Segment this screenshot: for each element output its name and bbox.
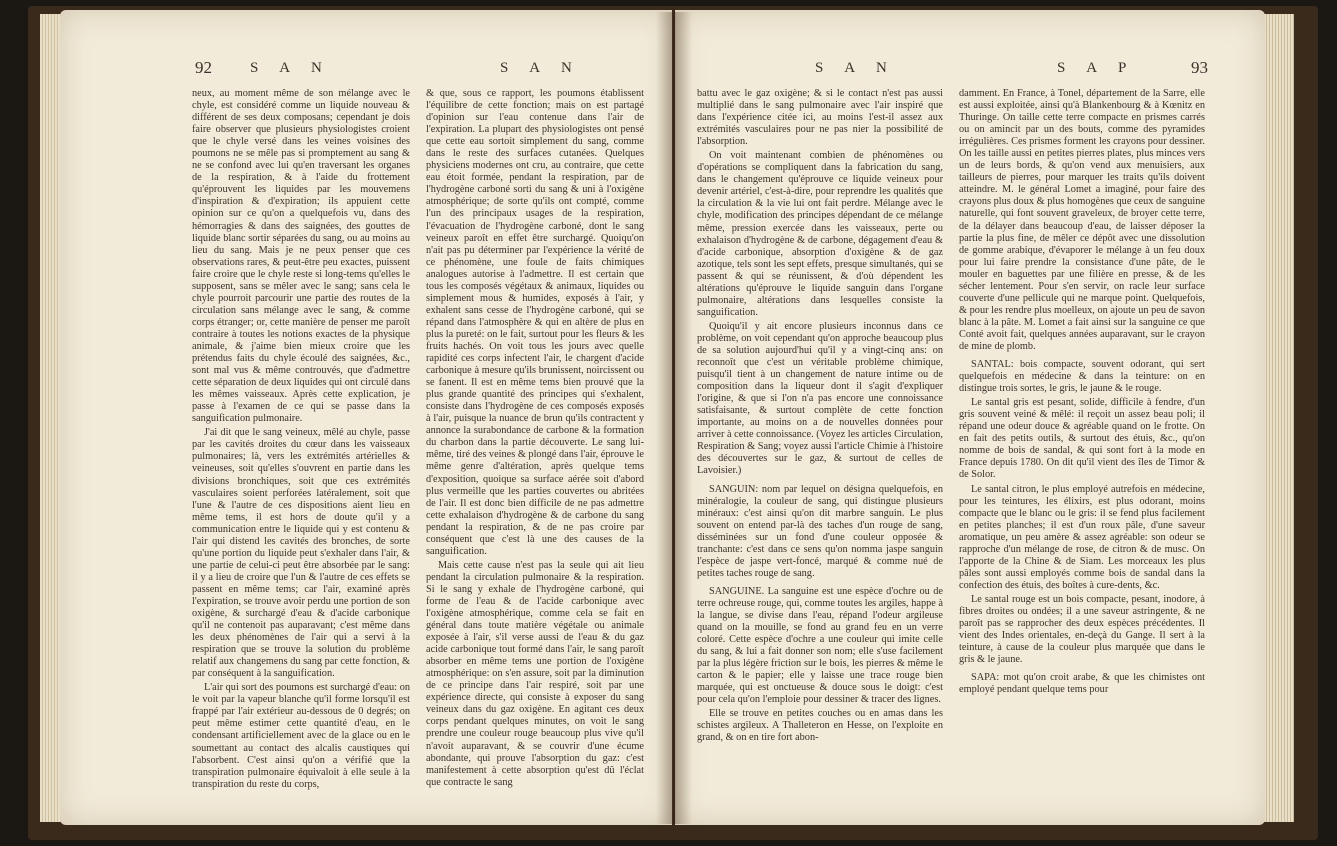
page-number: 92 xyxy=(195,58,212,77)
paragraph: On voit maintenant combien de phénomènes ou d'opérations se compliquent dans la fabrication du sang, dans le changement qu'éprouve ce liquide veineux pour devenir artériel, c'est-à-dire, pour reprendre les qualités que la circulation & la vie lui ont fait perdre. Mélange avec le chyle, modification des principes dépendant de ce mélange même, pression exercée dans les vaisseaux, perte ou exhalaison d'hydrogène & de carbone, dégagement d'eau & d'acide carbonique, absorption d'oxigène & de gaz azotique, tels sont les sept effets, presque simultanés, qui se passent & qui se réunissent, & d'où dépendent les altérations qu'éprouve le liquide sanguin dans l'organe pulmonaire, altérations dans lesquelles consiste la sanguification. xyxy=(697,150,943,318)
paragraph: Quoiqu'il y ait encore plusieurs inconnus dans ce problème, on voit cependant qu'on approche beaucoup plus de sa solution aujourd'hui qu'il y a vingt-cinq ans: on reconnoît que c'est un véritable problème chimique, puisqu'il tient à un changement de nature intime ou de composition dans la liqueur dont il s'agit d'expliquer l'origine, & que si l'on n'a pas encore une connoissance satisfaisante, & surtout complète de cette fonction importante, au moins on a de nouvelles données pour arriver à cette connoissance. (Voyez les articles Circulation, Respiration & Sang; voyez aussi l'article Chimie à l'histoire des découvertes sur le gaz, & surtout de celles de Lavoisier.) xyxy=(697,320,943,477)
paragraph: Le santal rouge est un bois compacte, pesant, inodore, à fibres droites ou ondées; il a une saveur astringente, & ne paroît pas se rapprocher des deux espèces précédentes. Il vient des Indes orientales, en-deçà du Gange. Il sert à la teinture, à cause de la couleur plus marquée que dans le gris & le jaune. xyxy=(959,593,1205,666)
right-page xyxy=(675,10,1265,825)
paragraph: L'air qui sort des poumons est surchargé d'eau: on le voit par la vapeur blanche qu'il forme lorsqu'il est frappé par l'air extérieur au-dessous de 0 degrés; on peut même estimer cette quantité d'eau, en le condensant artificiellement avec de la glace ou en le soumettant au contact des alcalis caustiques qui l'absorbent. C'est ainsi qu'on a vérifié que la transpiration pulmonaire équivaloit à elle seule à la transpiration du reste du corps, xyxy=(192,682,410,790)
page-number: 93 xyxy=(1191,58,1208,77)
right-column-2 xyxy=(959,88,1205,818)
paragraph: Elle se trouve en petites couches ou en amas dans les schistes argileux. A Thalleteron en Hesse, on l'exploite en grand, & on en tire fort abon- xyxy=(697,708,943,744)
paragraph: neux, au moment même de son mélange avec le chyle, est considéré comme un liquide nouveau & différent de ses deux composans; cependant je dois faire observer que plusieurs physiologistes croient que le chyle versé dans les veines voisines des poumons ne se mêle pas si promptement au sang & ne se confond avec lui qu'en traversant les organes de la respiration, & à l'aide du frottement qu'éprouvent les liquides par les mouvemens d'inspiration & d'expiration; ils appuient cette opinion sur ce qu'on a quelquefois vu, dans des hémorragies & dans des saignées, des gouttes de liquide blanc sortir séparées du sang, ou au moins au lieu du sang. Mais je ne peux penser que ces observations rares, & peut-être peu exactes, puissent faire croire que le chyle reste si long-tems qu'elles le supposent, sans se mêler avec le sang; sans cela le chyle pourroit parcourir une partie des routes de la circulation sans mélange avec le sang, & comme corps étranger; or, cette manière de penser me paroît contraire à toutes les notions exactes de la physique animale, & j'aime bien mieux croire que les prétendus faits du chyle écoulé des saignées, &c., sont mal vus & même controuvés, que d'admettre cette séparation de deux liquides qui ont circulé dans les mêmes vaisseaux. Après cette explication, je passe à l'examen de ce qui se passe dans la sanguification pulmonaire. xyxy=(192,88,410,425)
left-column-1 xyxy=(192,88,410,818)
paragraph: J'ai dit que le sang veineux, mêlé au chyle, passe par les cavités droites du cœur dans les vaisseaux pulmonaires; là, vers les extrémités artérielles & veineuses, soit qu'elles s'ouvrent en partie dans les divisions bronchiques, soit que ces extrémités vasculaires soient perforées latéralement, soit que l'une & l'autre de ces dispositions aient lieu en même tems, il est hors de doute qu'il y a communication entre le liquide qui y est contenu & l'air qui distend les cavités des bronches, de sorte qu'une portion du liquide peut s'exhaler dans l'air, & une partie de celui-ci peut être absorbée par le sang: il y a lieu de croire que l'un & l'autre de ces effets se passent en même tems; car l'air, examiné après l'expiration, se trouve avoir perdu une portion de son oxigène, & surchargé d'eau & d'acide carbonique qu'il ne contenoit pas auparavant; c'est même dans les deux phénomènes de l'air qui a servi à la respiration que se trouve la solution du problème relatif aux changemens du sang par cette fonction, & par conséquent à la sanguification. xyxy=(192,427,410,680)
dictionary-entry: SAPA: mot qu'on croit arabe, & que les chimistes ont employé pendant quelque tems pour xyxy=(959,672,1205,696)
paragraph: Mais cette cause n'est pas la seule qui ait lieu pendant la circulation pulmonaire & la respiration. Si le sang y exhale de l'hydrogène carboné, qui forme de l'eau & de l'acide carbonique avec l'oxigène atmosphérique, comme cela se fait en général dans toute matière végétale ou animale exposée à l'air, s'il verse aussi de l'eau & du gaz acide carbonique tout formé dans l'air, le sang paroît absorber en même tems une portion de l'oxigène atmosphérique: on s'en assure, soit par la diminution de ce principe dans l'air respiré, soit par une expérience directe, qui consiste à exposer du sang veineux dans du gaz oxigène. En agitant ces deux corps pendant quelques minutes, on voit le sang prendre une couleur rouge beaucoup plus vive qu'il n'avoit auparavant, & se couvrir d'une écume abondante, qui prouve l'absorption du gaz: c'est manifestement à cette absorption qu'est dû l'éclat que contracte le sang xyxy=(426,559,644,788)
running-head-right: S A N xyxy=(500,60,581,76)
paragraph: battu avec le gaz oxigène; & si le contact n'est pas aussi multiplié dans le sang pulmonaire avec l'air inspiré que dans l'expérience citée ici, au moins l'est-il assez aux extrémités vasculaires pour ne pas nier la possibilité de l'absorption. xyxy=(697,88,943,148)
dictionary-entry: SANTAL: bois compacte, souvent odorant, qui sert quelquefois en médecine & dans la teinture: on en distingue trois sortes, le gris, le jaune & le rouge. xyxy=(959,359,1205,395)
right-column-1 xyxy=(697,88,943,818)
running-head-left: S A N xyxy=(815,60,896,76)
paragraph: Le santal gris est pesant, solide, difficile à fendre, d'un gris souvent veiné & mêlé: il reçoit un assez beau poli; il répand une odeur douce & agréable quand on le frotte. On en fait des petits outils, & surtout des étuis, &c., qu'on nomme de bois de sandal, & qui sont fort à la mode en France depuis 1780. On dit qu'il vient des îles de Timor & de Solor. xyxy=(959,397,1205,481)
right-page-header xyxy=(675,58,1265,84)
dictionary-entry: SANGUINE. La sanguine est une espèce d'ochre ou de terre ochreuse rouge, qui, comme toutes les argiles, happe à la langue, se divise dans l'eau, répand l'odeur argileuse quand on la mouille, se fond au grand feu en un verre coloré. Cette espèce d'ochre a une couleur qui imite celle du sang, & lui a fait donner son nom; elle s'use facilement par la plus légère friction sur le bois, les pierres & même le carton & le papier; elle y laisse une trace rouge bien marquée, qui est onctueuse & douce sous le doigt: c'est pour cela qu'on l'emploie pour dessiner & tracer des lignes. xyxy=(697,585,943,706)
left-page-header xyxy=(60,58,672,84)
paragraph: damment. En France, à Tonel, département de la Sarre, elle est aussi exploitée, ainsi qu'à Blankenbourg & à Kœnitz en Thuringe. On taille cette terre compacte en prismes carrés ou on amincit par un des bouts, comme des pyramides irrégulières. Ces prismes forment les crayons pour dessiner. On les taille aussi en petites pierres plates, plus minces vers un de leurs bords, & qu'on vend aux menuisiers, aux tailleurs de pierres, pour marquer les traits qu'ils doivent atteindre. M. le général Lomet a imaginé, pour faire des crayons plus doux & plus homogènes que ceux de sanguine naturelle, qui font souvent graveleux, de broyer cette terre, de la délayer dans beaucoup d'eau, de laisser déposer la partie la plus fine, de mêler ce dépôt avec une dissolution de gomme arabique, d'évaporer le mélange à un feu doux pour lui faire prendre la consistance d'une pâte, de le mouler en baguettes par une filière en presse, & de les sécher lentement. Pour s'en servir, on racle leur surface couverte d'une pellicule qui ne marque point. Quelquefois, & pour les rendre plus moelleux, on ajoute un peu de savon blanc à la pâte. M. Lomet a fait ainsi sur la sanguine ce que Conté avoit fait, quelques années auparavant, sur le crayon de mine de plomb. xyxy=(959,88,1205,352)
paragraph: Le santal citron, le plus employé autrefois en médecine, pour les teintures, les élixirs, est plus odorant, moins compacte que le blanc ou le gris: il se fend plus facilement en petites planches; il est d'un roux pâle, d'une saveur aromatique, un peu amère & assez agréable: son odeur se rapproche d'un mélange de rose, de citron & de musc. On l'apporte de la Chine & de Siam. Les morceaux les plus pâles sont aussi employés comme bois de sandal dans la confection des étuis, des boîtes à cure-dents, &c. xyxy=(959,483,1205,591)
dictionary-entry: SANGUIN: nom par lequel on désigna quelquefois, en minéralogie, la couleur de sang, qui distingue plusieurs minéraux: c'est ainsi qu'on dit marbre sanguin. Le plus souvent on entend par-là des taches d'un rouge de sang, disséminées sur un fond d'une couleur opposée & tranchante: c'est dans ce sens qu'on nomma jaspe sanguin l'espèce de jaspe vert-foncé, marqué & comme nué de petites taches rouge de sang. xyxy=(697,483,943,579)
left-column-2 xyxy=(426,88,644,818)
running-head-right: S A P xyxy=(1057,60,1136,76)
running-head-left: S A N xyxy=(250,60,331,76)
book-gutter xyxy=(656,12,692,824)
paragraph: & que, sous ce rapport, les poumons établissent l'équilibre de cette fonction; mais on est partagé d'opinion sur l'eau contenue dans l'air de l'expiration. La plupart des physiologistes ont pensé que cette eau sortoit simplement du sang, comme dans le reste des surfaces cutanées. Quelques physiciens modernes ont cru, au contraire, que cette eau étoit formée, pendant la respiration, par de l'hydrogène carboné sorti du sang & uni à l'oxigène atmosphérique; de sorte qu'ils ont compté, comme l'un des principaux usages de la respiration, l'évacuation de l'hydrogène carboné, dont le sang veineux paroît en effet être surchargé. Quoiqu'on n'ait pas pu déterminer par l'expérience la vérité de ce phénomène, une foule de faits chimiques analogues autorise à l'admettre. Il est certain que tous les composés végétaux & animaux, liquides ou simplement mous & humides, exposés à l'air, y exhalent sans cesse de l'hydrogène carboné, qui se répand dans l'atmosphère & qui en altère de plus en plus la pureté: on le fait, surtout pour les fleurs & les fruits hachés. On voit tous les jours avec quelle rapidité ces corps infectent l'air, le chargent d'acide carbonique à mesure qu'ils brunissent, noircissent ou se fanent. Il est en même tems bien prouvé que la plus grande quantité des principes qui s'exhalent, consiste dans l'hydrogène de ces composés exposés à l'air, puisque la nuance de brun qu'ils contractent y annonce la surabondance de carbone & la formation du charbon dans la partie découverte. Le sang lui-même, tiré des veines & plongé dans l'air, éprouve le même genre d'altération, après quelque tems d'exposition, quoique sa surface aérée soit d'abord plus vermeille que les parties couvertes ou abritées de l'air. Il est donc bien difficile de ne pas admettre cette exhalaison d'hydrogène & de carbone du sang pendant la respiration, & de ne pas croire par conséquent que c'est là une des causes de la sanguification. xyxy=(426,88,644,557)
left-page xyxy=(60,10,672,825)
